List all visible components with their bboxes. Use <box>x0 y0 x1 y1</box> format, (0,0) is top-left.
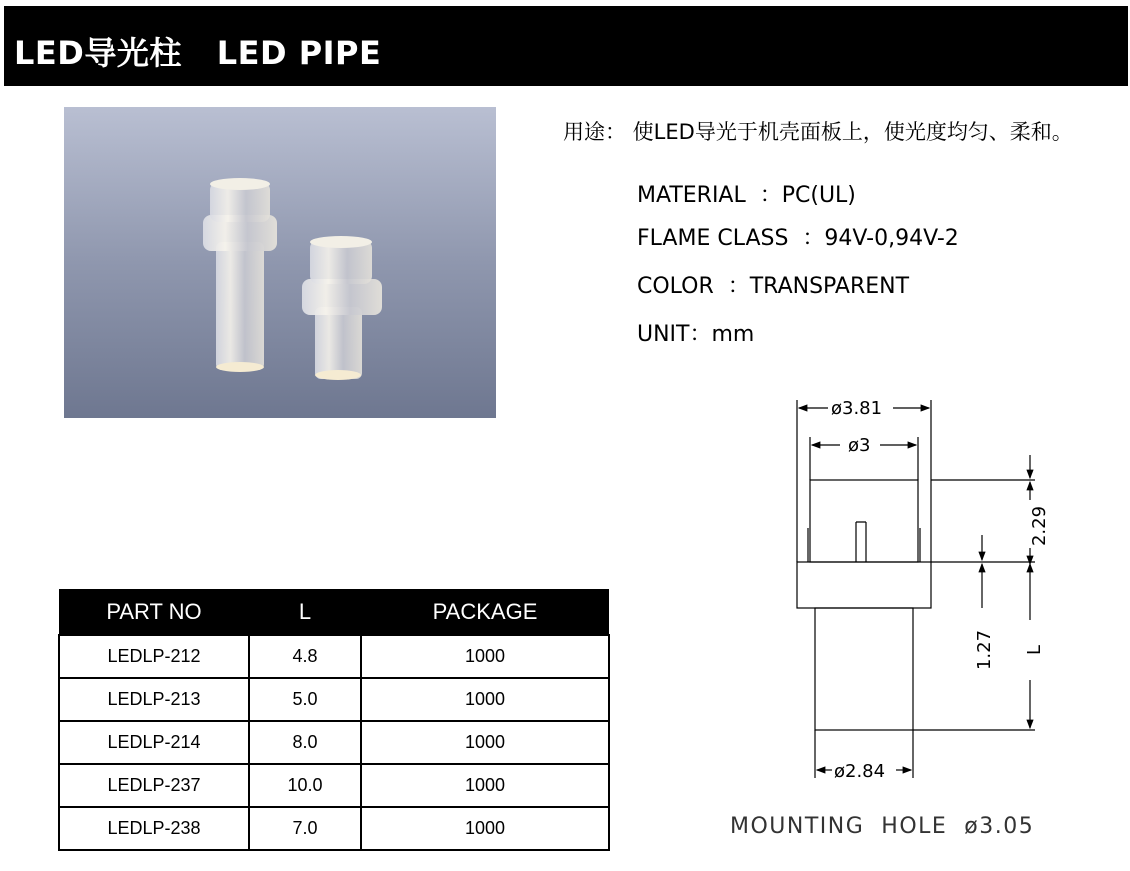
cell-l: 5.0 <box>249 678 361 721</box>
column-header-package: PACKAGE <box>361 589 609 635</box>
dimension-drawing <box>720 390 1120 850</box>
page-title: LED导光柱 LED PIPE <box>14 34 382 72</box>
column-header-l: L <box>249 589 361 635</box>
cell-l: 8.0 <box>249 721 361 764</box>
cell-part-no: LEDLP-237 <box>59 764 249 807</box>
dim-flange: 1.27 <box>974 629 995 671</box>
cell-package: 1000 <box>361 807 609 850</box>
spec-color: COLOR ：TRANSPARENT <box>637 274 910 299</box>
table-row <box>59 764 609 807</box>
mounting-hole-label: MOUNTING HOLE ø3.05 <box>730 814 1035 839</box>
dim-bottom: ø2.84 <box>834 761 886 782</box>
cell-package: 1000 <box>361 678 609 721</box>
table-row <box>59 807 609 850</box>
table-row <box>59 678 609 721</box>
spec-unit: UNIT：mm <box>637 322 755 347</box>
cell-l: 4.8 <box>249 635 361 678</box>
column-header-part-no: PART NO <box>59 589 249 635</box>
cell-l: 7.0 <box>249 807 361 850</box>
spec-flame-class: FLAME CLASS ：94V-0,94V-2 <box>637 226 959 251</box>
cell-package: 1000 <box>361 635 609 678</box>
table-row <box>59 721 609 764</box>
table-row <box>59 635 609 678</box>
pipe-stem-outline <box>815 608 913 730</box>
table-header-row <box>59 589 609 635</box>
pipe-head-outline <box>810 480 918 562</box>
cell-part-no: LEDLP-238 <box>59 807 249 850</box>
dim-length: L <box>1024 644 1045 656</box>
pipe-flange-outline <box>797 562 931 608</box>
cell-part-no: LEDLP-213 <box>59 678 249 721</box>
cell-part-no: LEDLP-212 <box>59 635 249 678</box>
product-photo <box>64 107 496 418</box>
cell-package: 1000 <box>361 721 609 764</box>
spec-material: MATERIAL ：PC(UL) <box>637 183 856 208</box>
cell-l: 10.0 <box>249 764 361 807</box>
cell-package: 1000 <box>361 764 609 807</box>
dim-top-outer: ø3.81 <box>831 398 883 419</box>
dim-top-inner: ø3 <box>848 435 871 456</box>
dim-right-top: 2.29 <box>1029 505 1050 547</box>
page-header <box>4 6 1128 86</box>
cell-part-no: LEDLP-214 <box>59 721 249 764</box>
parts-table <box>58 589 610 851</box>
usage-text: 用途： 使LED导光于机壳面板上，使光度均匀、柔和。 <box>563 120 1073 144</box>
